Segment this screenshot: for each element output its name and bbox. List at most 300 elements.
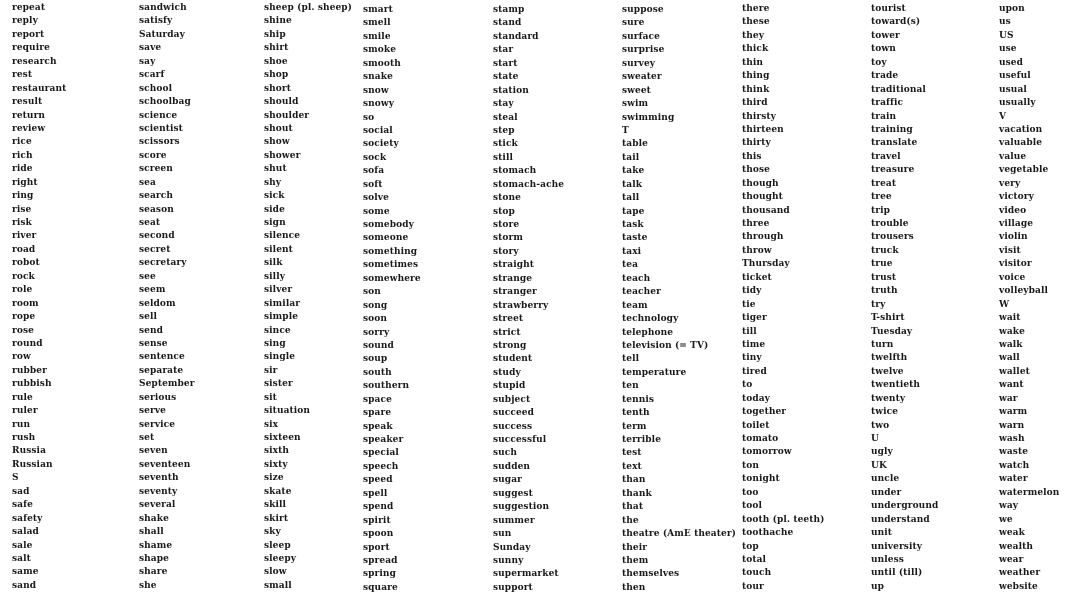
word-entry: smooth xyxy=(363,58,401,69)
word-entry: top xyxy=(742,541,759,552)
word-entry: such xyxy=(493,448,518,459)
word-entry: simple xyxy=(264,312,299,323)
word-entry: standard xyxy=(493,31,539,42)
word-entry: thirteen xyxy=(742,124,784,135)
word-entry: sense xyxy=(139,338,168,349)
word-entry: skate xyxy=(264,486,292,497)
word-entry: seventeen xyxy=(139,459,191,470)
word-entry: that xyxy=(622,502,644,513)
word-entry: small xyxy=(264,580,292,591)
word-entry: them xyxy=(622,555,649,566)
word-entry: snowy xyxy=(363,99,395,110)
word-entry: shall xyxy=(139,527,164,538)
word-entry: steal xyxy=(493,112,518,123)
word-entry: space xyxy=(363,394,392,405)
word-entry: sea xyxy=(139,177,156,188)
word-entry: ship xyxy=(264,29,286,40)
word-entry: twenty xyxy=(871,393,906,404)
word-entry: us xyxy=(999,17,1011,28)
word-entry: rich xyxy=(12,150,33,161)
word-entry: swimming xyxy=(622,112,675,123)
word-entry: water xyxy=(999,474,1028,485)
word-entry: teach xyxy=(622,273,651,284)
word-entry: value xyxy=(999,151,1027,162)
word-entry: term xyxy=(622,421,647,432)
word-entry: stamp xyxy=(493,5,525,15)
word-entry: reply xyxy=(12,16,38,27)
word-entry: tie xyxy=(742,299,756,310)
word-entry: sandwich xyxy=(139,3,187,13)
word-entry: Russian xyxy=(12,459,53,470)
word-entry: ton xyxy=(742,460,760,471)
word-entry: salt xyxy=(12,553,31,564)
word-entry: speed xyxy=(363,475,393,486)
word-entry: there xyxy=(742,4,770,14)
word-entry: send xyxy=(139,325,164,336)
word-entry: shine xyxy=(264,16,292,27)
word-entry: Thursday xyxy=(742,259,790,270)
word-entry: sir xyxy=(264,365,278,376)
word-entry: sky xyxy=(264,527,281,538)
word-entry: still xyxy=(493,152,513,163)
word-entry: sheep (pl. sheep) xyxy=(264,3,353,13)
word-entry: so xyxy=(363,112,375,123)
word-entry: wait xyxy=(999,313,1021,324)
word-entry: song xyxy=(363,300,388,311)
word-entry: silly xyxy=(264,271,286,282)
word-entry: shop xyxy=(264,70,289,81)
word-entry: tape xyxy=(622,206,645,217)
word-entry: valuable xyxy=(999,138,1043,149)
word-entry: two xyxy=(871,420,890,431)
word-entry: tour xyxy=(742,581,764,592)
word-entry: serious xyxy=(139,392,177,403)
word-entry: watch xyxy=(999,460,1030,471)
word-entry: smile xyxy=(363,31,391,42)
word-entry: rock xyxy=(12,271,35,282)
word-entry: success xyxy=(493,421,533,432)
word-entry: sick xyxy=(264,191,285,202)
word-entry: sound xyxy=(363,340,394,351)
word-entry: room xyxy=(12,298,39,309)
word-entry: W xyxy=(999,299,1010,310)
word-entry: traditional xyxy=(871,84,926,95)
word-entry: T xyxy=(622,125,629,136)
word-entry: scissors xyxy=(139,137,180,148)
word-entry: village xyxy=(999,219,1034,229)
word-entry: to xyxy=(742,380,753,391)
word-entry: very xyxy=(999,178,1021,189)
word-entry: want xyxy=(999,380,1024,391)
word-entry: solve xyxy=(363,193,389,204)
word-entry: trousers xyxy=(871,232,914,243)
word-entry: sofa xyxy=(363,166,385,177)
word-entry: wake xyxy=(999,326,1025,337)
word-entry: situation xyxy=(264,406,311,417)
word-entry: survey xyxy=(622,58,656,69)
word-entry: through xyxy=(742,232,784,243)
word-entry: soon xyxy=(363,314,388,325)
word-entry: share xyxy=(139,567,168,578)
word-entry: supermarket xyxy=(493,569,559,580)
word-entry: table xyxy=(622,139,648,150)
word-entry: Tuesday xyxy=(871,326,913,337)
word-entry: son xyxy=(363,287,381,298)
word-entry: tool xyxy=(742,501,762,512)
word-entry: sure xyxy=(622,18,645,29)
word-entry: spend xyxy=(363,502,394,513)
word-entry: some xyxy=(363,206,390,217)
word-entry: shoe xyxy=(264,56,288,67)
word-entry: up xyxy=(871,581,885,592)
word-entry: themselves xyxy=(622,569,680,580)
word-entry: stomach xyxy=(493,166,537,177)
word-entry: she xyxy=(139,580,157,591)
word-entry: way xyxy=(999,501,1019,512)
word-entry: sister xyxy=(264,379,293,390)
word-entry: translate xyxy=(871,138,918,149)
word-entry: someone xyxy=(363,233,409,244)
word-entry: social xyxy=(363,125,393,136)
word-entry: understand xyxy=(871,514,930,525)
word-entry: thousand xyxy=(742,205,790,216)
word-entry: tooth (pl. teeth) xyxy=(742,514,825,525)
word-entry: street xyxy=(493,314,524,325)
word-entry: stand xyxy=(493,18,522,29)
word-column-6 xyxy=(622,4,736,595)
word-entry: suppose xyxy=(622,5,664,15)
word-entry: straight xyxy=(493,260,535,271)
word-entry: rubbish xyxy=(12,379,52,390)
word-column-7 xyxy=(742,3,825,594)
word-entry: visitor xyxy=(999,259,1032,270)
word-entry: trust xyxy=(871,272,897,283)
word-entry: research xyxy=(12,56,57,67)
word-entry: turn xyxy=(871,339,894,350)
word-entry: ticket xyxy=(742,272,772,283)
word-entry: surprise xyxy=(622,45,665,56)
word-entry: shy xyxy=(264,177,282,188)
word-entry: strawberry xyxy=(493,300,549,311)
word-entry: river xyxy=(12,231,37,242)
word-entry: tired xyxy=(742,366,767,377)
word-entry: sudden xyxy=(493,461,531,472)
word-entry: role xyxy=(12,285,33,296)
word-entry: result xyxy=(12,97,43,108)
word-column-9 xyxy=(999,3,1059,594)
word-entry: theatre (AmE theater) xyxy=(622,529,737,540)
word-entry: review xyxy=(12,123,46,134)
word-entry: safe xyxy=(12,500,33,511)
word-entry: truck xyxy=(871,245,899,256)
word-entry: walk xyxy=(999,339,1023,350)
word-entry: too xyxy=(742,487,759,498)
word-entry: train xyxy=(871,111,897,122)
word-entry: twelve xyxy=(871,366,904,377)
word-entry: rush xyxy=(12,433,36,443)
word-entry: seldom xyxy=(139,298,176,309)
word-entry: sad xyxy=(12,486,30,497)
word-entry: seat xyxy=(139,218,161,228)
word-entry: S xyxy=(12,473,19,484)
word-entry: smell xyxy=(363,18,391,29)
word-entry: take xyxy=(622,166,645,177)
word-entry: show xyxy=(264,137,290,148)
word-entry: soup xyxy=(363,354,388,365)
word-entry: seem xyxy=(139,285,166,296)
word-entry: strange xyxy=(493,273,533,284)
word-entry: silent xyxy=(264,244,293,255)
word-entry: spirit xyxy=(363,515,391,526)
word-entry: Russia xyxy=(12,446,47,457)
word-entry: thin xyxy=(742,57,764,68)
word-entry: save xyxy=(139,43,162,54)
word-entry: total xyxy=(742,554,767,565)
word-entry: toy xyxy=(871,57,887,68)
word-entry: storm xyxy=(493,233,523,244)
word-entry: weather xyxy=(999,568,1041,579)
word-entry: sleep xyxy=(264,540,291,551)
word-entry: shower xyxy=(264,150,301,161)
word-column-4 xyxy=(363,4,421,595)
word-entry: similar xyxy=(264,298,301,309)
word-entry: sixth xyxy=(264,446,290,457)
word-entry: wealth xyxy=(999,541,1034,552)
word-entry: suggestion xyxy=(493,502,550,513)
word-entry: visit xyxy=(999,245,1021,256)
word-entry: UK xyxy=(871,460,887,471)
word-entry: secret xyxy=(139,244,171,255)
word-entry: trade xyxy=(871,71,899,82)
word-entry: tiny xyxy=(742,353,762,364)
word-entry: twentieth xyxy=(871,380,921,391)
word-entry: south xyxy=(363,367,392,378)
word-entry: sale xyxy=(12,540,33,551)
word-entry: rubber xyxy=(12,365,47,376)
word-entry: tall xyxy=(622,193,640,204)
word-entry: those xyxy=(742,165,770,176)
word-entry: tea xyxy=(622,260,639,271)
word-entry: science xyxy=(139,110,178,121)
word-entry: tonight xyxy=(742,474,780,485)
word-entry: though xyxy=(742,178,779,189)
word-entry: stupid xyxy=(493,381,526,392)
word-entry: watermelon xyxy=(999,487,1060,498)
word-entry: throw xyxy=(742,245,772,256)
word-entry: spell xyxy=(363,488,388,499)
word-entry: terrible xyxy=(622,435,662,445)
word-entry: usual xyxy=(999,84,1027,95)
word-entry: succeed xyxy=(493,408,535,419)
word-entry: traffic xyxy=(871,98,904,109)
word-entry: speech xyxy=(363,461,399,472)
word-entry: the xyxy=(622,515,639,526)
word-entry: should xyxy=(264,97,299,108)
word-entry: start xyxy=(493,58,518,69)
word-entry: useful xyxy=(999,71,1031,82)
word-entry: station xyxy=(493,85,529,96)
word-entry: shame xyxy=(139,540,173,551)
word-entry: warm xyxy=(999,407,1028,418)
word-entry: sometimes xyxy=(363,260,419,271)
word-entry: rest xyxy=(12,70,33,81)
word-entry: screen xyxy=(139,164,173,175)
word-entry: town xyxy=(871,44,896,55)
word-entry: snake xyxy=(363,72,393,83)
word-entry: truth xyxy=(871,286,898,297)
word-entry: stranger xyxy=(493,287,537,298)
word-entry: spread xyxy=(363,555,398,566)
word-entry: smart xyxy=(363,5,393,15)
word-entry: volleyball xyxy=(999,286,1048,297)
word-entry: violin xyxy=(999,232,1028,243)
word-entry: soft xyxy=(363,179,383,190)
word-entry: thirty xyxy=(742,138,771,149)
word-entry: uncle xyxy=(871,474,900,485)
word-entry: shout xyxy=(264,123,293,134)
word-entry: temperature xyxy=(622,367,687,378)
word-entry: Sunday xyxy=(493,542,531,553)
word-entry: ugly xyxy=(871,447,893,458)
word-entry: tomorrow xyxy=(742,447,792,458)
word-entry: sleepy xyxy=(264,553,297,564)
word-entry: treat xyxy=(871,178,897,189)
word-entry: treasure xyxy=(871,165,915,176)
word-entry: thick xyxy=(742,44,769,55)
word-entry: state xyxy=(493,72,519,83)
word-entry: return xyxy=(12,110,46,121)
word-entry: secretary xyxy=(139,258,187,269)
word-entry: seventy xyxy=(139,486,178,497)
word-entry: somebody xyxy=(363,220,414,230)
word-entry: second xyxy=(139,231,175,242)
word-entry: rise xyxy=(12,204,32,215)
word-entry: vacation xyxy=(999,124,1043,135)
word-entry: sell xyxy=(139,312,158,323)
word-entry: side xyxy=(264,204,285,215)
word-entry: this xyxy=(742,151,762,162)
word-entry: wear xyxy=(999,554,1024,565)
word-entry: thing xyxy=(742,71,770,82)
word-entry: speak xyxy=(363,421,393,432)
word-entry: scarf xyxy=(139,70,165,81)
word-entry: technology xyxy=(622,314,679,325)
word-entry: stop xyxy=(493,206,515,217)
word-entry: third xyxy=(742,98,768,109)
word-entry: toward(s) xyxy=(871,17,921,28)
word-entry: require xyxy=(12,43,50,54)
word-entry: same xyxy=(12,567,39,578)
word-entry: somewhere xyxy=(363,273,421,284)
word-entry: sugar xyxy=(493,475,522,486)
word-entry: report xyxy=(12,29,45,40)
word-entry: voice xyxy=(999,272,1026,283)
word-entry: restaurant xyxy=(12,83,67,94)
word-entry: strong xyxy=(493,340,527,351)
word-entry: society xyxy=(363,139,399,150)
word-entry: touch xyxy=(742,568,772,579)
word-entry: sweater xyxy=(622,72,662,83)
word-entry: sit xyxy=(264,392,277,403)
word-entry: smoke xyxy=(363,45,397,56)
word-entry: summer xyxy=(493,515,535,526)
word-entry: they xyxy=(742,30,765,41)
word-entry: safety xyxy=(12,513,43,524)
word-entry: set xyxy=(139,433,155,443)
word-entry: search xyxy=(139,191,173,202)
word-entry: strict xyxy=(493,327,521,338)
word-entry: row xyxy=(12,352,31,363)
word-entry: ruler xyxy=(12,406,38,417)
word-entry: repeat xyxy=(12,3,46,13)
word-entry: sweet xyxy=(622,85,651,96)
word-entry: training xyxy=(871,124,913,135)
word-entry: see xyxy=(139,271,156,282)
word-entry: thirsty xyxy=(742,111,777,122)
word-entry: rose xyxy=(12,325,34,336)
word-entry: T-shirt xyxy=(871,313,905,324)
word-entry: Saturday xyxy=(139,29,185,40)
word-entry: since xyxy=(264,325,291,336)
word-entry: these xyxy=(742,17,770,28)
word-entry: September xyxy=(139,379,195,390)
word-entry: than xyxy=(622,475,646,486)
word-entry: stomach-ache xyxy=(493,179,565,190)
word-entry: rule xyxy=(12,392,33,403)
word-entry: shut xyxy=(264,164,287,175)
word-entry: ten xyxy=(622,381,639,392)
word-entry: something xyxy=(363,246,418,257)
word-entry: wall xyxy=(999,353,1020,364)
word-entry: step xyxy=(493,125,515,136)
word-entry: support xyxy=(493,582,533,593)
word-entry: U xyxy=(871,434,879,444)
word-entry: taste xyxy=(622,233,648,244)
word-entry: today xyxy=(742,393,771,404)
word-entry: six xyxy=(264,419,279,430)
word-entry: service xyxy=(139,419,176,430)
word-entry: tourist xyxy=(871,4,906,14)
word-entry: unit xyxy=(871,528,893,539)
word-entry: seventh xyxy=(139,473,179,484)
word-entry: telephone xyxy=(622,327,674,338)
word-entry: shirt xyxy=(264,43,289,54)
word-entry: together xyxy=(742,407,787,418)
word-entry: toilet xyxy=(742,420,770,431)
word-entry: shape xyxy=(139,553,169,564)
word-entry: sunny xyxy=(493,555,524,566)
word-entry: spare xyxy=(363,408,392,419)
word-entry: salad xyxy=(12,527,39,538)
word-entry: true xyxy=(871,259,893,270)
word-entry: separate xyxy=(139,365,184,376)
word-entry: surface xyxy=(622,31,660,42)
word-entry: store xyxy=(493,220,520,230)
word-entry: unless xyxy=(871,554,904,565)
word-entry: tell xyxy=(622,354,640,365)
word-entry: speaker xyxy=(363,435,404,445)
word-entry: round xyxy=(12,338,43,349)
word-entry: study xyxy=(493,367,521,378)
word-column-1 xyxy=(12,2,66,593)
word-column-3 xyxy=(264,2,352,593)
word-entry: US xyxy=(999,30,1014,41)
word-entry: shake xyxy=(139,513,169,524)
word-entry: suggest xyxy=(493,488,533,499)
word-entry: road xyxy=(12,244,36,255)
word-entry: task xyxy=(622,220,644,230)
word-entry: tail xyxy=(622,152,640,163)
